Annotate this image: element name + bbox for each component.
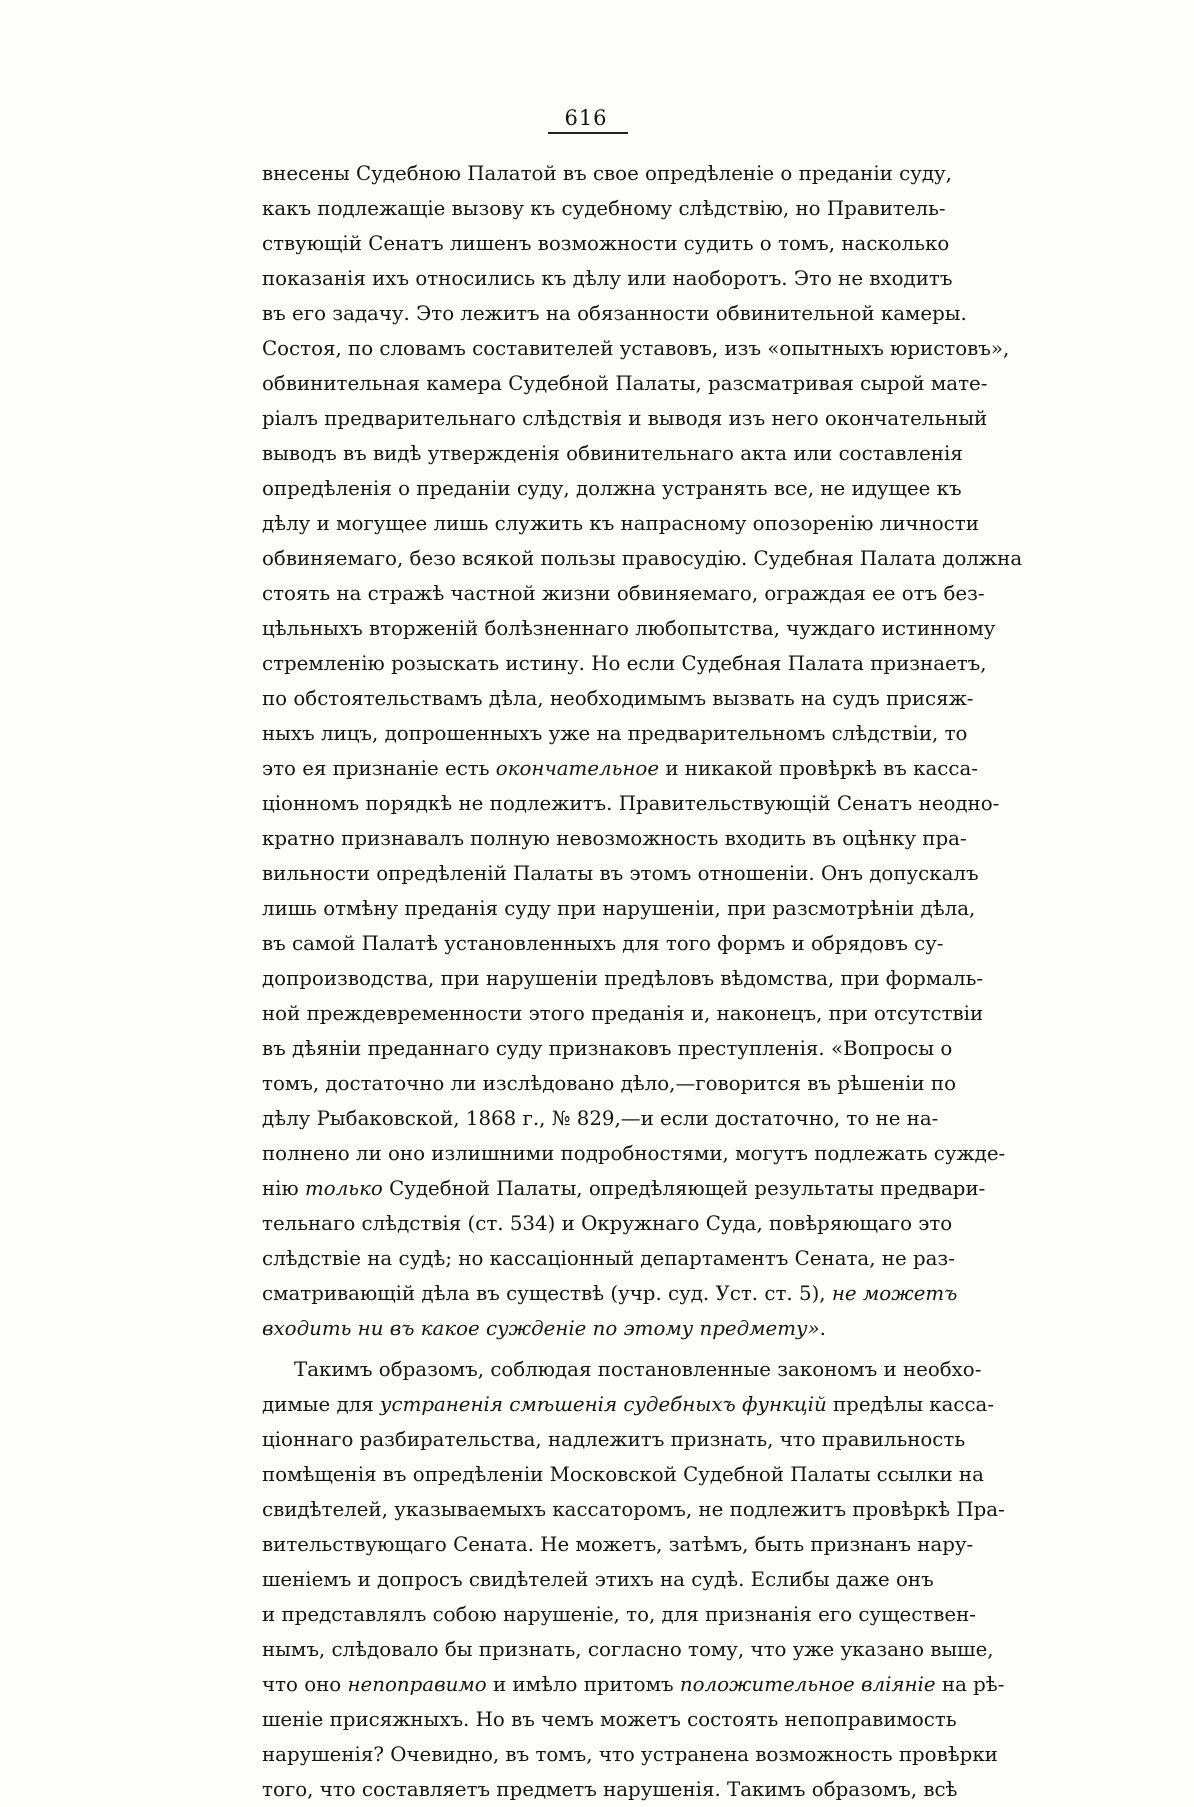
text-segment: кратно признавалъ полную невозможность входить въ оцѣнку пра- — [262, 827, 967, 850]
text-line — [262, 576, 985, 611]
text-line — [262, 506, 979, 541]
text-segment: обвиняемаго, безо всякой пользы правосудію. Судебная Палата должна — [262, 547, 1023, 570]
text-line — [262, 331, 1010, 366]
text-segment: ствующій Сенатъ лишенъ возможности судить о томъ, насколько — [262, 232, 950, 255]
text-line — [262, 1101, 939, 1136]
text-line — [262, 471, 962, 506]
text-line — [262, 1031, 953, 1066]
italic-text: окончательное — [495, 757, 660, 780]
text-segment: . — [819, 1317, 826, 1340]
body-text — [262, 156, 1023, 1807]
text-line — [262, 366, 988, 401]
text-line — [262, 891, 976, 926]
text-segment: вильности опредѣленій Палаты въ этомъ отношеніи. Онъ допускалъ — [262, 862, 979, 885]
text-segment: и никакой провѣркѣ въ касса- — [659, 757, 978, 780]
text-line — [262, 926, 944, 961]
text-segment: нымъ, слѣдовало бы признать, согласно тому, что уже указано выше, — [262, 1638, 994, 1661]
text-segment: нарушенія? Очевидно, въ томъ, что устранена возможность провѣрки — [262, 1743, 998, 1766]
text-line — [262, 261, 953, 296]
text-line — [262, 1597, 976, 1632]
paragraph — [262, 156, 1023, 1346]
text-line — [262, 1422, 966, 1457]
text-line — [262, 1772, 958, 1807]
italic-text: непоправимо — [347, 1673, 487, 1696]
text-line — [262, 541, 1023, 576]
text-segment: помѣщенія въ опредѣленіи Московской Судебной Палаты ссылки на — [262, 1463, 984, 1486]
text-segment: какъ подлежащіе вызову къ судебному слѣдствію, но Правитель- — [262, 197, 946, 220]
text-segment: показанія ихъ относились къ дѣлу или наоборотъ. Это не входитъ — [262, 267, 953, 290]
text-segment: полнено ли оно излишними подробностями, могутъ подлежать сужде- — [262, 1142, 1006, 1165]
text-segment: дѣлу и могущее лишь служить къ напрасному опозоренію личности — [262, 512, 979, 535]
text-segment: по обстоятельствамъ дѣла, необходимымъ вызвать на судъ присяж- — [262, 687, 974, 710]
text-segment: ныхъ лицъ, допрошенныхъ уже на предварительномъ слѣдствіи, то — [262, 722, 968, 745]
text-line — [262, 1667, 1005, 1702]
text-line — [262, 751, 978, 786]
paragraph — [262, 1352, 1005, 1807]
text-line — [262, 1241, 955, 1276]
text-segment: внесены Судебною Палатой въ свое опредѣленіе о преданіи суду, — [262, 162, 952, 185]
text-segment: свидѣтелей, указываемыхъ кассаторомъ, не подлежитъ провѣркѣ Пра- — [262, 1498, 1005, 1521]
text-line — [262, 1352, 982, 1387]
text-segment: шеніемъ и допросъ свидѣтелей этихъ на судѣ. Еслибы даже онъ — [262, 1568, 934, 1591]
text-segment: это ея признаніе есть — [262, 757, 496, 780]
text-segment: дѣлу Рыбаковской, 1868 г., № 829,—и если достаточно, то не на- — [262, 1107, 939, 1130]
text-segment: стремленію розыскать истину. Но если Судебная Палата признаетъ, — [262, 652, 987, 675]
text-line — [262, 1702, 957, 1737]
text-line — [262, 1136, 1006, 1171]
text-line — [262, 1206, 953, 1241]
text-segment: ной преждевременности этого преданія и, наконецъ, при отсутствіи — [262, 1002, 984, 1025]
text-line — [262, 1632, 994, 1667]
text-segment: сматривающій дѣла въ существѣ (учр. суд. Уст. ст. 5), — [262, 1282, 832, 1305]
text-line — [262, 296, 967, 331]
text-line — [262, 821, 967, 856]
text-segment: въ дѣяніи преданнаго суду признаковъ преступленія. «Вопросы о — [262, 1037, 953, 1060]
text-segment: стоять на стражѣ частной жизни обвиняемаго, ограждая ее отъ без- — [262, 582, 985, 605]
text-line — [262, 786, 1000, 821]
text-line — [262, 156, 952, 191]
text-segment: ціонномъ порядкѣ не подлежитъ. Правительствующій Сенатъ неодно- — [262, 792, 1000, 815]
text-segment: шеніе присяжныхъ. Но въ чемъ можетъ состоять непоправимость — [262, 1708, 957, 1731]
text-line — [262, 436, 963, 471]
text-segment: вительствующаго Сената. Не можетъ, затѣмъ, быть признанъ нару- — [262, 1533, 974, 1556]
text-line — [262, 1562, 934, 1597]
text-segment: что оно — [262, 1673, 348, 1696]
text-line — [262, 1066, 956, 1101]
text-segment: ріалъ предварительнаго слѣдствія и выводя изъ него окончательный — [262, 407, 988, 430]
text-segment: димые для — [262, 1393, 381, 1416]
text-line — [262, 1737, 998, 1772]
text-line — [262, 681, 974, 716]
italic-text: не можетъ — [831, 1282, 958, 1305]
text-line — [262, 1276, 958, 1311]
text-segment: лишь отмѣну преданія суду при нарушеніи, при разсмотрѣніи дѣла, — [262, 897, 976, 920]
page-number: 616 — [564, 106, 608, 130]
text-line — [262, 1387, 995, 1422]
italic-text: входить ни въ какое сужденіе по этому предмету» — [262, 1317, 820, 1340]
text-segment: ціоннаго разбирательства, надлежитъ признать, что правильность — [262, 1428, 966, 1451]
text-segment: Такимъ образомъ, соблюдая постановленные закономъ и необхо- — [294, 1358, 982, 1381]
text-line — [262, 646, 987, 681]
text-segment: на рѣ- — [935, 1673, 1005, 1696]
text-line — [262, 226, 950, 261]
text-line — [262, 1311, 922, 1346]
italic-text: только — [305, 1177, 383, 1200]
text-segment: цѣльныхъ вторженій болѣзненнаго любопытства, чуждаго истинному — [262, 617, 996, 640]
text-line — [262, 996, 984, 1031]
text-segment: томъ, достаточно ли изслѣдовано дѣло,—говорится въ рѣшеніи по — [262, 1072, 956, 1095]
text-segment: того, что составляетъ предметъ нарушенія. Такимъ образомъ, всѣ — [262, 1778, 958, 1801]
text-segment: въ самой Палатѣ установленныхъ для того формъ и обрядовъ су- — [262, 932, 944, 955]
text-line — [262, 1457, 984, 1492]
text-line — [262, 856, 979, 891]
text-line — [262, 716, 968, 751]
text-segment: и имѣло притомъ — [486, 1673, 680, 1696]
text-segment: слѣдствіе на судѣ; но кассаціонный департаментъ Сената, не раз- — [262, 1247, 955, 1270]
text-line — [262, 191, 946, 226]
italic-text: устраненія смѣшенія судебныхъ функцій — [380, 1393, 827, 1416]
text-segment: обвинительная камера Судебной Палаты, разсматривая сырой мате- — [262, 372, 988, 395]
text-segment: допроизводства, при нарушеніи предѣловъ вѣдомства, при формаль- — [262, 967, 984, 990]
page-number-rule — [548, 132, 628, 134]
text-segment: предѣлы касса- — [826, 1393, 995, 1416]
text-line — [262, 961, 984, 996]
text-line — [262, 1527, 974, 1562]
text-segment: Состоя, по словамъ составителей уставовъ, изъ «опытныхъ юристовъ», — [262, 337, 1010, 360]
text-segment: опредѣленія о преданіи суду, должна устранять все, не идущее къ — [262, 477, 962, 500]
text-segment: выводъ въ видѣ утвержденія обвинительнаго акта или составленія — [262, 442, 963, 465]
text-segment: въ его задачу. Это лежитъ на обязанности обвинительной камеры. — [262, 302, 967, 325]
text-line — [262, 401, 988, 436]
text-segment: Судебной Палаты, опредѣляющей результаты предвари- — [382, 1177, 986, 1200]
text-segment: тельнаго слѣдствія (ст. 534) и Окружнаго Суда, повѣряющаго это — [262, 1212, 953, 1235]
text-segment: нію — [262, 1177, 306, 1200]
italic-text: положительное вліяніе — [679, 1673, 936, 1696]
text-line — [262, 611, 996, 646]
text-line — [262, 1171, 986, 1206]
text-line — [262, 1492, 1005, 1527]
text-segment: и представлялъ собою нарушеніе, то, для признанія его существен- — [262, 1603, 976, 1626]
